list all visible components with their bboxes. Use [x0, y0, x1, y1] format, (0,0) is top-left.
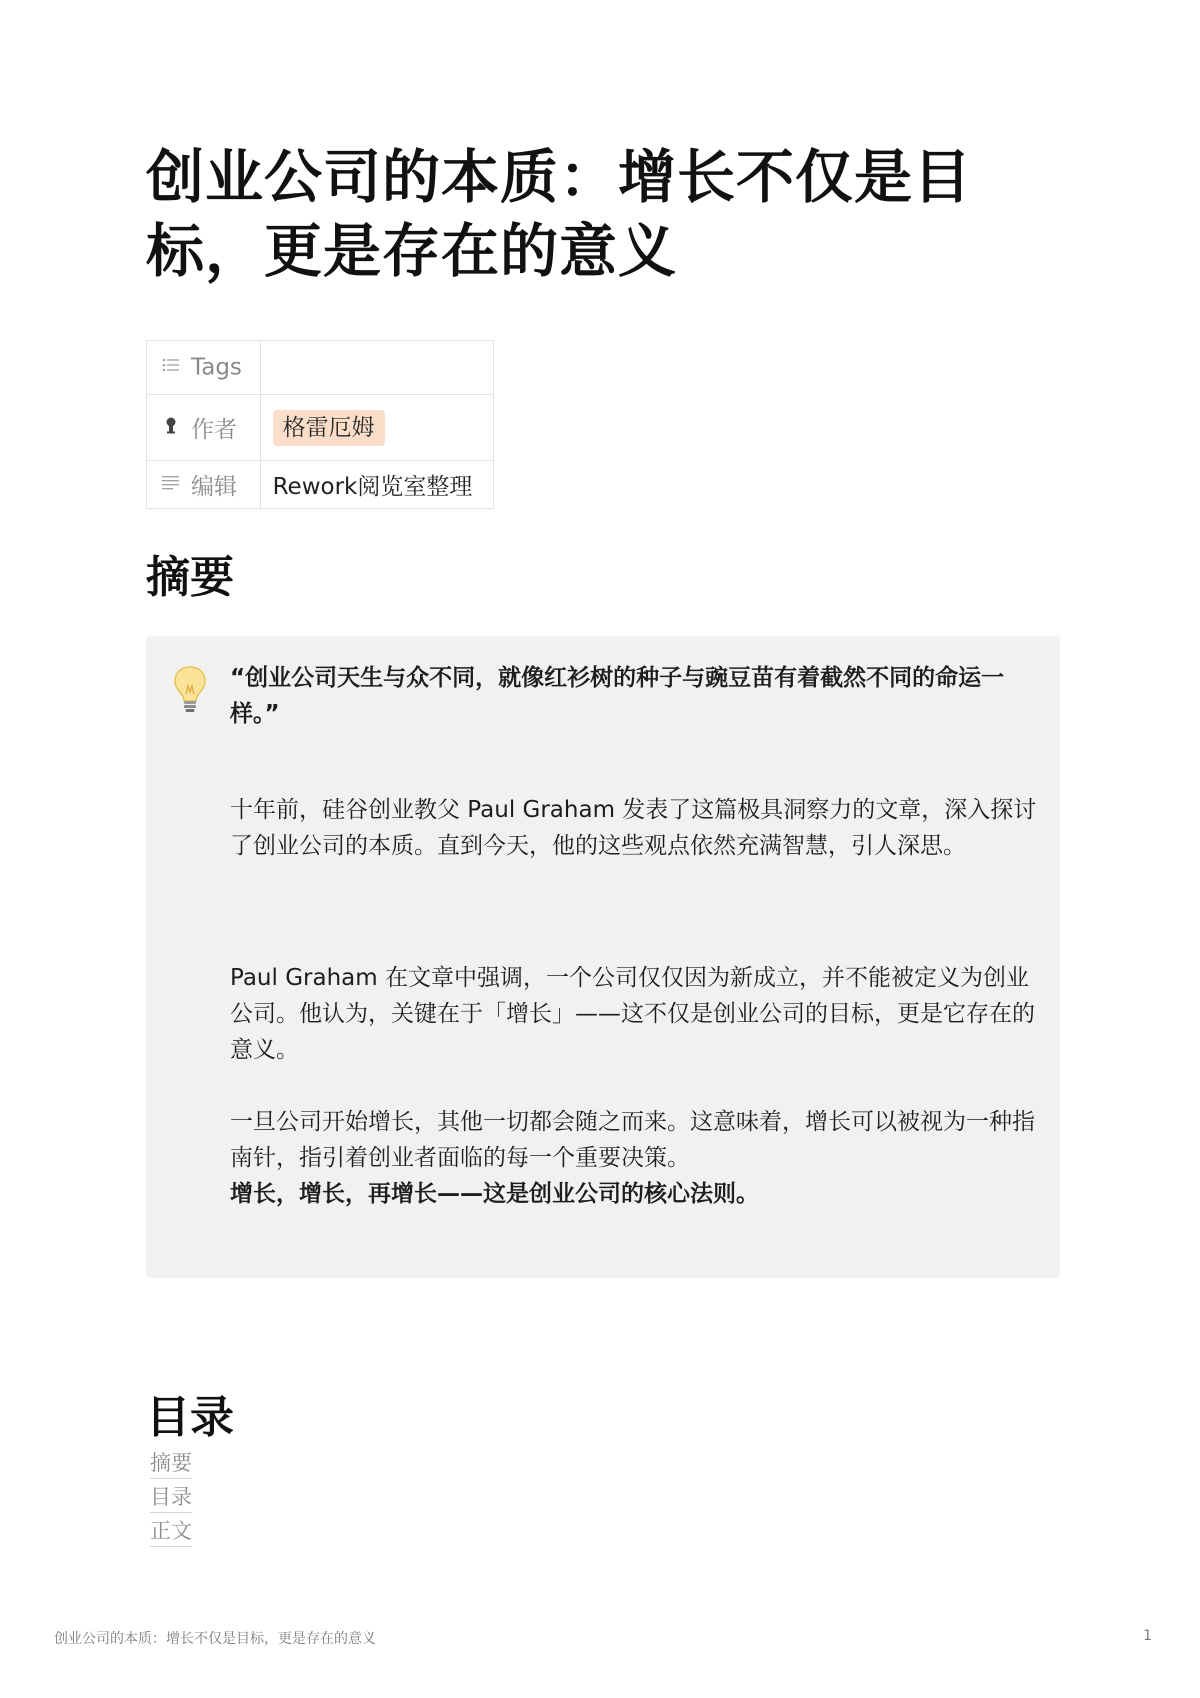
property-key-editor[interactable]	[147, 461, 261, 509]
callout-quote: “创业公司天生与众不同，就像红衫树的种子与豌豆苗有着截然不同的命运一样。”	[230, 665, 1005, 727]
property-value-tags[interactable]	[260, 341, 493, 395]
property-row-author	[147, 395, 494, 461]
property-key-author[interactable]	[147, 395, 261, 461]
property-value-author[interactable]	[260, 395, 493, 461]
author-tag[interactable]: 格雷厄姆	[273, 410, 385, 446]
property-value-editor[interactable]: Rework阅览室整理	[260, 461, 493, 509]
person-icon	[159, 416, 183, 439]
page-number: 1	[1143, 1628, 1152, 1644]
callout-emphasis: 增长，增长，再增长——这是创业公司的核心法则。	[230, 1181, 759, 1207]
list-icon	[159, 357, 183, 378]
properties-table	[146, 340, 494, 509]
toc-link-summary[interactable]: 摘要	[150, 1448, 192, 1479]
callout-paragraph: 十年前，硅谷创业教父 Paul Graham 发表了这篇极具洞察力的文章，深入探讨了创业公司的本质。直到今天，他的这些观点依然充满智慧，引人深思。	[230, 797, 1037, 859]
property-row-editor	[147, 461, 494, 509]
footer-title: 创业公司的本质：增长不仅是目标，更是存在的意义	[54, 1631, 376, 1647]
toc-link-body[interactable]: 正文	[150, 1516, 192, 1547]
table-of-contents	[150, 1448, 192, 1550]
summary-heading: 摘要	[146, 552, 234, 603]
lightbulb-icon	[172, 664, 208, 716]
page-title: 创业公司的本质：增长不仅是目标，更是存在的意义	[146, 143, 973, 285]
property-label-editor: 编辑	[191, 474, 237, 500]
property-row-tags	[147, 341, 494, 395]
property-label-tags: Tags	[191, 354, 242, 381]
property-label-author: 作者	[191, 417, 237, 443]
text-lines-icon	[159, 474, 183, 495]
callout-paragraph: Paul Graham 在文章中强调，一个公司仅仅因为新成立，并不能被定义为创业公司。他认为，关键在于「增长」——这不仅是创业公司的目标，更是它存在的意义。	[230, 965, 1035, 1063]
property-key-tags[interactable]	[147, 341, 261, 395]
callout-body	[230, 660, 1040, 1212]
summary-callout	[146, 636, 1060, 1278]
toc-link-toc[interactable]: 目录	[150, 1482, 192, 1513]
callout-paragraph: 一旦公司开始增长，其他一切都会随之而来。这意味着，增长可以被视为一种指南针，指引着创业者面临的每一个重要决策。	[230, 1109, 1035, 1171]
toc-heading: 目录	[146, 1392, 234, 1443]
